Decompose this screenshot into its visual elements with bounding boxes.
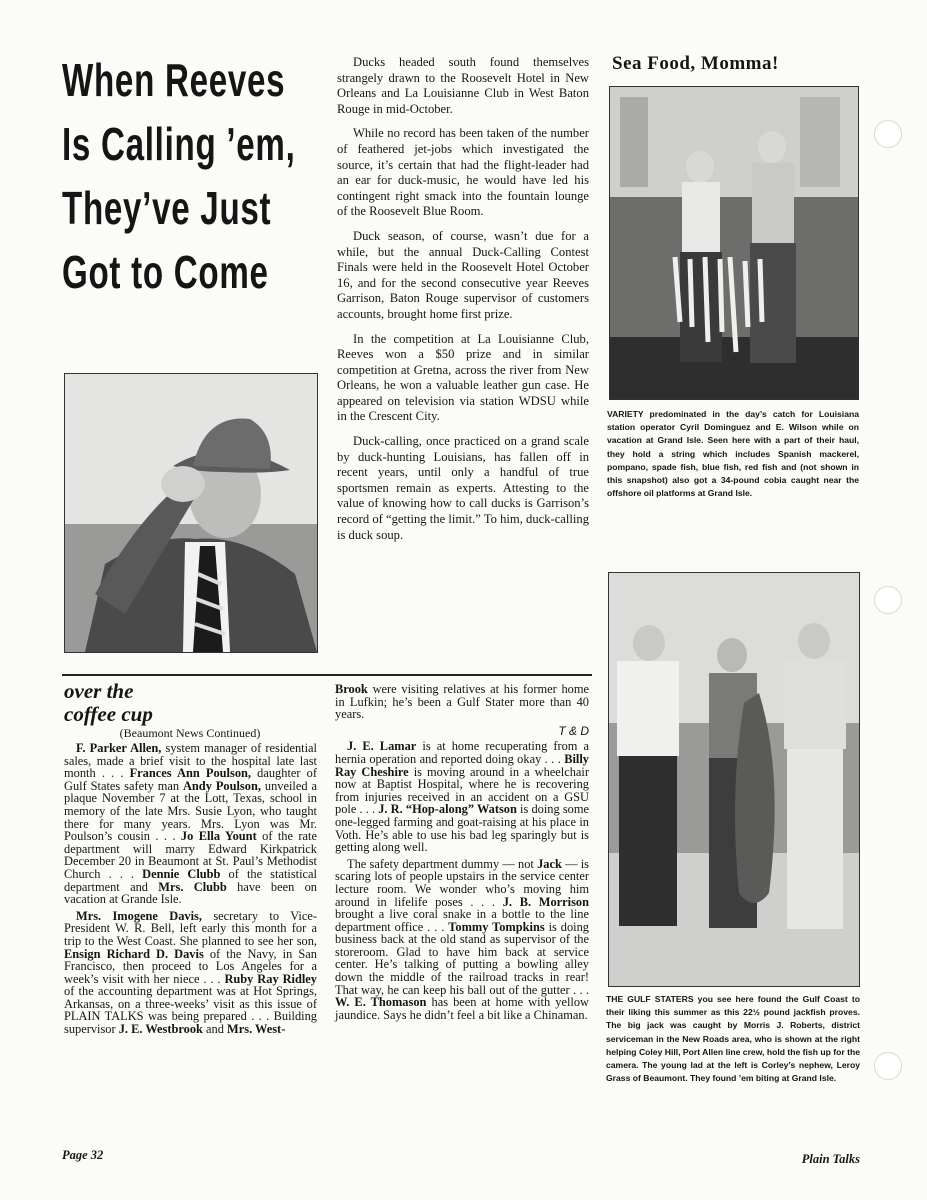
person-name: F. Parker Allen, <box>76 741 162 755</box>
gulf-photo <box>608 572 860 987</box>
seafood-caption: VARIETY predominated in the day’s catch for Louisiana station operator Cyril Dominguez and E. Wilson while on vacation at Grand Isle. Seen here with a part of their haul, they hold a string which includes Spanish mackerel, pompano, spade fish, blue fish, red fish and (not shown in this snapshot) also got a 34-pound cobia caught near the offshore oil platforms at Grand Isle. <box>607 409 859 499</box>
coffee-title-line2: coffee cup <box>64 702 153 726</box>
binder-hole-bottom <box>874 1052 902 1080</box>
person-name: Andy Poulson, <box>182 778 261 793</box>
person-name: Mrs. West- <box>227 1022 286 1037</box>
headline-line: When Reeves <box>62 54 286 106</box>
person-name: Ruby Ray Ridley <box>224 971 317 986</box>
person-name: Jo Ella Yount <box>180 829 257 844</box>
duck-caller-photo <box>64 373 318 653</box>
coffee-paragraph: J. E. Lamar is at home recuperating from a hernia operation and reported doing okay . . . Billy Ray Cheshire is moving around in a wheelchair now at Baptist Hospital, where he is recovering from injuries received in an accident on a GSU pole . . . J. R. “Hop-along” Watson is doing some one-legged farming and goat-raising at his place in Voth. He’s able to use his bad leg sparingly but is getting along well. <box>335 739 590 855</box>
person-name: Jack <box>537 856 562 871</box>
coffee-paragraph: Mrs. Imogene Davis, secretary to Vice-President W. R. Bell, left early this month for a trip to the West Coast. She planned to see her son, Ensign Richard D. Davis of the Navy, in San Francisco, then proceed to Los Angeles for a week’s visit with her niece . . . Ruby Ray Ridley of the accounting department was at Hot Springs, Arkansas, on a three-weeks’ visit as this issue of PLAIN TALKS was being prepared . . . Building supervisor J. E. Westbrook and Mrs. West- <box>64 908 317 1037</box>
person-name: Mrs. Clubb <box>158 879 227 894</box>
headline-line: Is Calling ’em, <box>62 118 296 170</box>
person-name: Tommy Tompkins <box>448 919 545 934</box>
gulf-caption: THE GULF STATERS you see here found the Gulf Coast to their liking this summer as this 22½ pound jackfish proves. The big jack was caught by Morris J. Roberts, district serviceman in the New Roads area, who is shown at the right helping Coley Hill, Port Allen line crew, hold the fish up for the camera. The young lad at the left is Corley’s nephew, Leroy Grass of Beaumont. They found ’em biting at Grand Isle. <box>606 994 860 1084</box>
coffee-paragraph: F. Parker Allen, system manager of residential sales, made a brief visit to the hospital late last month . . . Frances Ann Poulson, daughter of Gulf States safety man Andy Poulson, unveiled a plaque November 7 at the Lott, Texas, school in memory of the late Mrs. Susie Lyon, who taught there for many years. Mrs. Lyon was Mr. Poulson’s cousin . . . Jo Ella Yount of the rate department will marry Edward Kirkpatrick December 20 in Beaumont at St. Paul’s Methodist Church . . . Dennie Clubb of the statistical department and Mrs. Clubb have been on vacation at Grande Isle. <box>64 741 317 907</box>
coffee-paragraph: The safety department dummy — not Jack — is scaring lots of people upstairs in the service center lecture room. We wonder who’s moving him around in lifelife poses . . . J. B. Morrison brought a live coral snake in a bottle to the line department office . . . Tommy Tompkins is doing business back at the old stand as supervisor of the storeroom. Glad to have him back at service center. He’s talking of putting a bowling alley down the middle of the railroad tracks in rear! That way, he can keep his ball out of the gutter . . . W. E. Thomason has been at home with yellow jaundice. Says he didn’t feel a bit like a Chinaman. <box>335 856 590 1022</box>
article-headline <box>62 48 296 304</box>
coffee-title <box>64 680 314 726</box>
seafood-photo <box>609 86 859 400</box>
person-name: Frances Ann Poulson, <box>129 766 252 781</box>
story-paragraph: Duck-calling, once practiced on a grand scale by duck-hunting Louisians, has fallen off in recent years, until only a handful of true sportsmen remain as experts. Attesting to the value of knowing how to call ducks is Garrison’s record of “getting the limit.” To him, duck-calling is duck soup. <box>337 434 589 542</box>
story-paragraph: Duck season, of course, wasn’t due for a while, but the annual Duck-Calling Contest Finals were held in the Roosevelt Hotel October 16, and for the second consecutive year Reeves Garrison, Baton Rouge supervisor of customers accounts, brought home first prize. <box>337 228 589 321</box>
coffee-subtitle: (Beaumont News Continued) <box>119 726 261 740</box>
story-paragraph: Ducks headed south found themselves strangely drawn to the Roosevelt Hotel in New Orleans and La Louisianne Club in West Baton Rouge in mid-October. <box>337 55 589 116</box>
person-name: Brook <box>335 682 368 696</box>
person-name: J. B. Morrison <box>502 894 590 909</box>
person-name: Ensign Richard D. Davis <box>64 946 204 961</box>
person-name: W. E. Thomason <box>335 995 427 1010</box>
person-name: Billy Ray Cheshire <box>335 751 589 779</box>
coffee-paragraph: Brook were visiting relatives at his former home in Lufkin; he’s been a Gulf Stater more than 40 years. <box>335 682 589 722</box>
magazine-name: Plain Talks <box>801 1152 860 1166</box>
binder-hole-top <box>874 120 902 148</box>
coffee-title-line1: over the <box>64 679 134 703</box>
section-divider <box>62 674 592 676</box>
story-paragraph: While no record has been taken of the number of feathered jet-jobs which investigated the source, it’s certain that had the flight-leader had an ear for duck-music, he would have led his contingent right smack into the fountain lounge of the Roosevelt Blue Room. <box>337 126 589 219</box>
person-name: Dennie Clubb <box>142 866 221 881</box>
seafood-title: Sea Food, Momma! <box>612 53 779 74</box>
coffee-column-left <box>64 742 317 1040</box>
person-name: J. E. Westbrook <box>118 1022 203 1037</box>
td-section-label: T & D <box>558 723 589 738</box>
story-paragraph: In the competition at La Louisianne Club, Reeves won a $50 prize and in similar competition at Gretna, across the river from New Orleans, he won a valuable leather gun case. He appeared on television via station WDSU while in the Crescent City. <box>337 331 589 424</box>
coffee-column-right <box>335 683 589 1025</box>
headline-line: They’ve Just <box>62 182 272 234</box>
person-name: J. E. Lamar <box>347 739 417 754</box>
binder-hole-middle <box>874 586 902 614</box>
story-column <box>337 55 589 552</box>
person-name: J. R. “Hop-along” Watson <box>378 802 517 817</box>
headline-line: Got to Come <box>62 246 269 298</box>
page-number: Page 32 <box>62 1148 104 1162</box>
person-name: Mrs. Imogene Davis, <box>76 908 202 923</box>
